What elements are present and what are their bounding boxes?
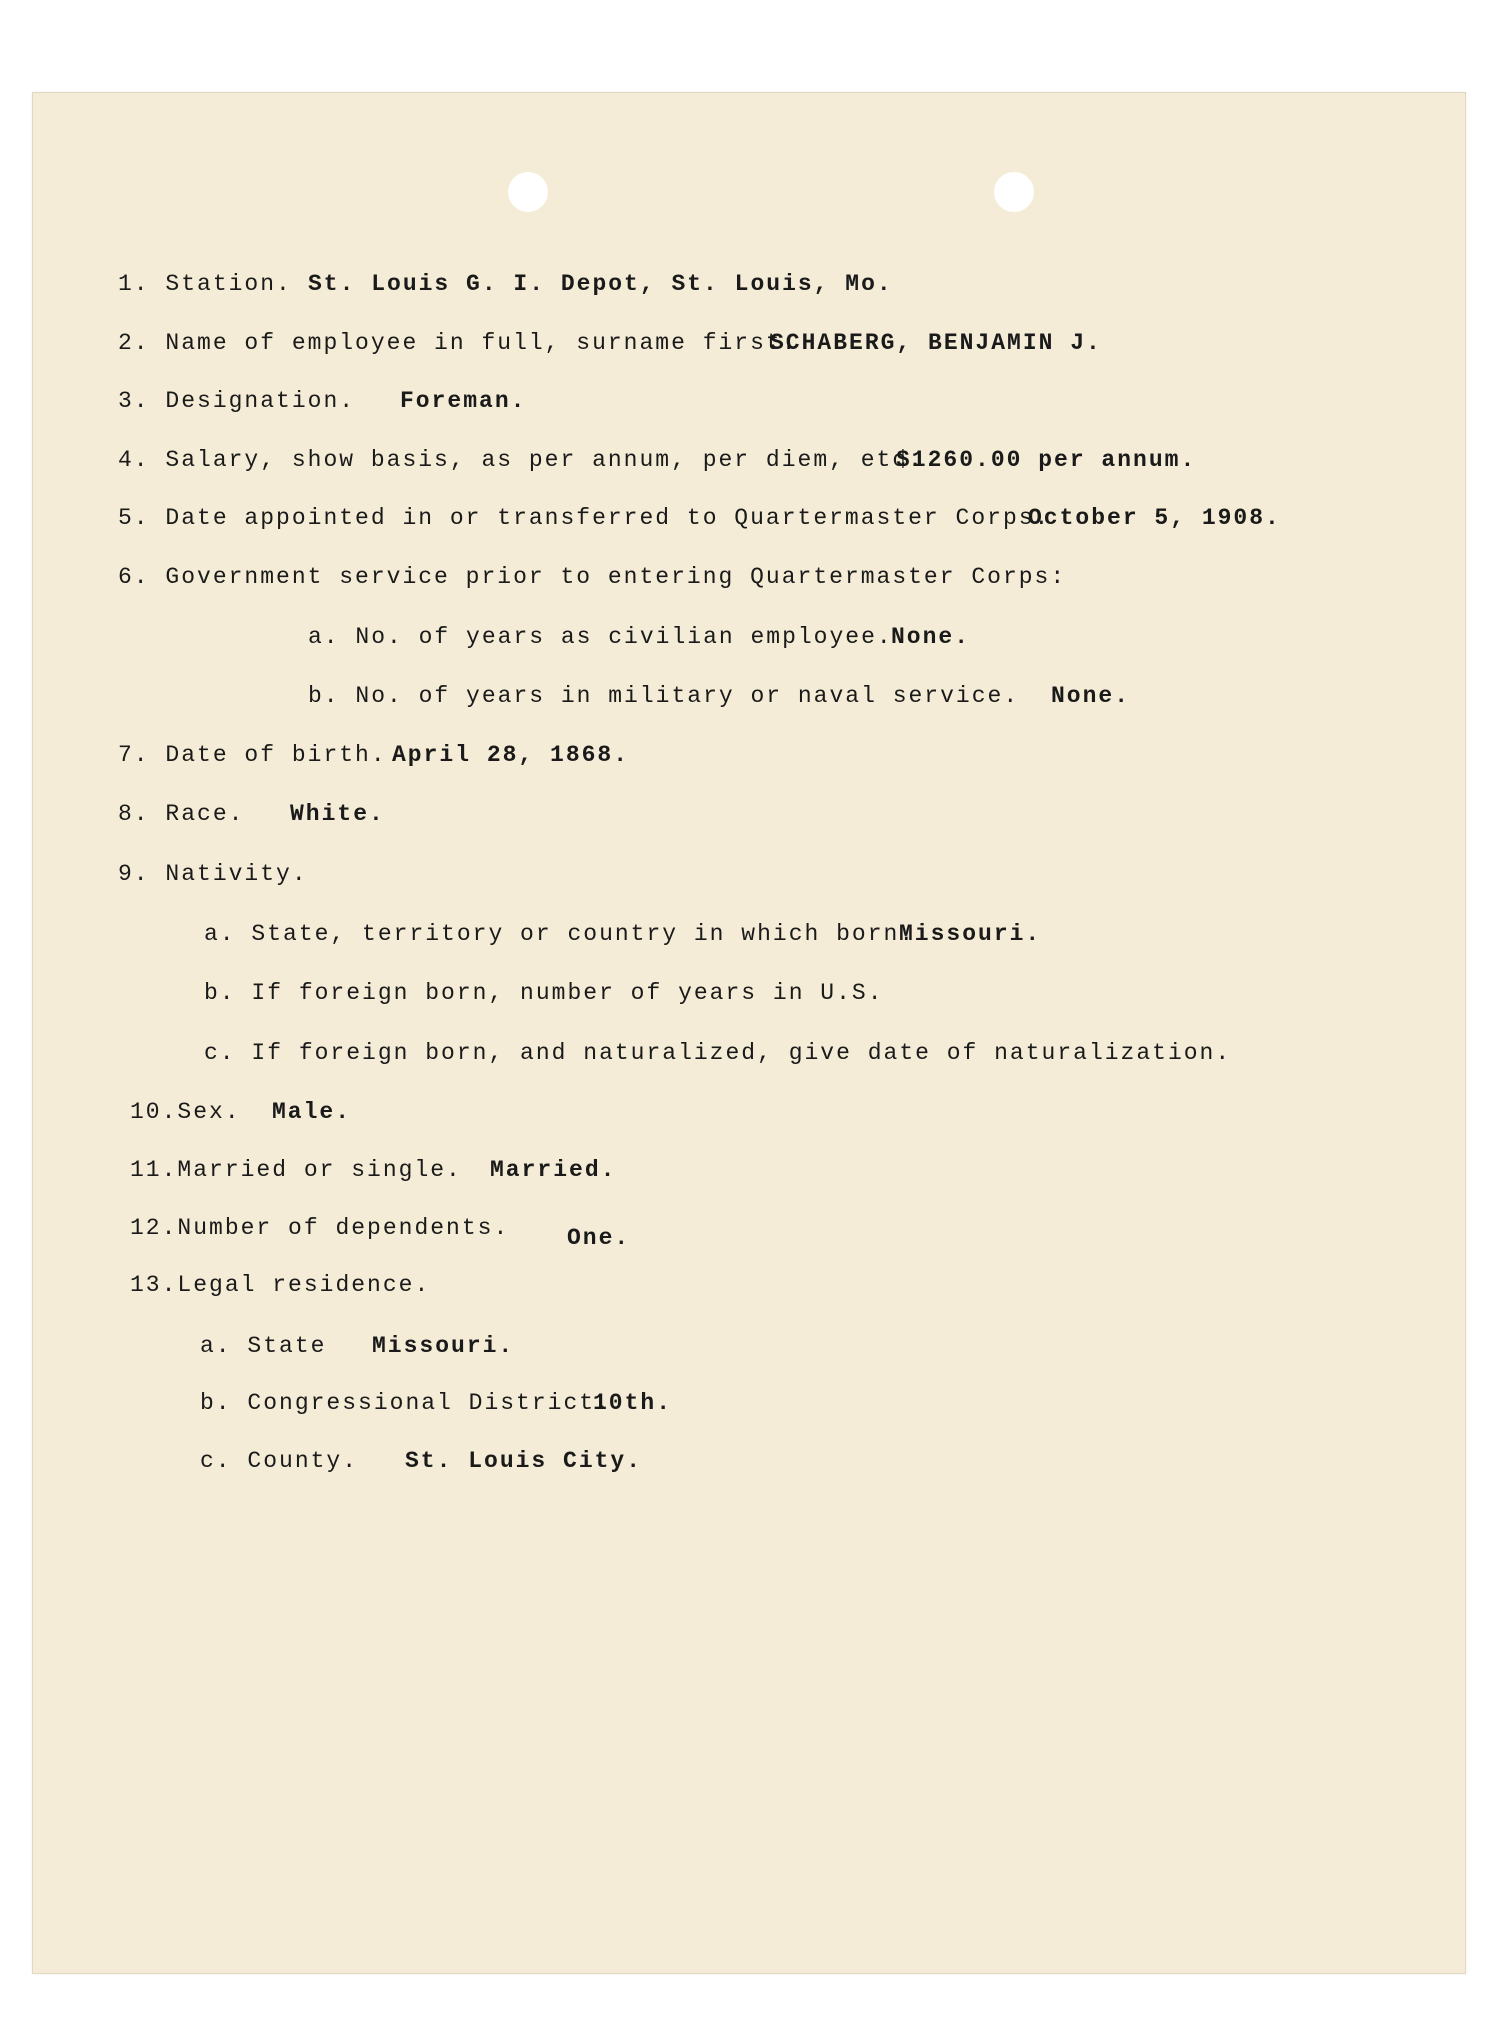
item-answer: 10th.	[593, 1390, 673, 1416]
form-item-sex	[130, 1099, 352, 1125]
form-item-name	[118, 330, 1102, 356]
form-item-birth-state	[204, 921, 1042, 947]
item-number: 5.	[118, 505, 150, 531]
item-answer: Married.	[490, 1157, 617, 1183]
form-item-designation	[118, 388, 527, 414]
item-number: c.	[204, 1040, 236, 1066]
item-label: If foreign born, and naturalized, give date of naturalization.	[251, 1040, 1232, 1066]
item-label: No. of years in military or naval service.	[355, 683, 1020, 709]
item-number: c.	[200, 1448, 232, 1474]
form-item-county	[200, 1448, 643, 1474]
item-label: Designation.	[165, 388, 356, 414]
form-item-civilian-years	[308, 624, 971, 650]
item-number: b.	[308, 683, 340, 709]
form-item-prior-service	[118, 564, 1066, 590]
form-item-nativity	[118, 861, 308, 887]
item-answer: One.	[567, 1225, 631, 1251]
item-label: Date of birth.	[165, 742, 387, 768]
item-answer: St. Louis G. I. Depot, St. Louis, Mo.	[308, 271, 893, 297]
item-label: Sex.	[177, 1099, 241, 1125]
form-item-race	[118, 801, 385, 827]
item-label: Station.	[165, 271, 292, 297]
item-number: 2.	[118, 330, 150, 356]
form-item-congressional-district	[200, 1390, 673, 1416]
punch-hole-right	[994, 172, 1034, 212]
item-number: 8.	[118, 801, 150, 827]
form-item-date-of-birth	[118, 742, 630, 768]
form-item-residence-state	[200, 1333, 515, 1359]
item-number: 13.	[130, 1272, 178, 1298]
item-number: 1.	[118, 271, 150, 297]
punch-hole-left	[508, 172, 548, 212]
item-number: 3.	[118, 388, 150, 414]
item-answer: None.	[891, 624, 971, 650]
item-answer: Foreman.	[400, 388, 527, 414]
item-answer: Missouri.	[372, 1333, 515, 1359]
item-answer: April 28, 1868.	[392, 742, 630, 768]
item-answer: Missouri.	[899, 921, 1042, 947]
item-answer: October 5, 1908.	[1028, 505, 1281, 531]
item-label: County.	[247, 1448, 359, 1474]
item-answer: St. Louis City.	[405, 1448, 643, 1474]
item-number: 12.	[130, 1215, 178, 1241]
item-label: Congressional District.	[247, 1390, 611, 1416]
form-item-naturalization	[204, 1040, 1231, 1066]
item-answer: None.	[1051, 683, 1131, 709]
form-item-military-years	[308, 683, 1131, 709]
item-number: b.	[200, 1390, 232, 1416]
item-number: 4.	[118, 447, 150, 473]
form-item-dependents	[130, 1215, 631, 1251]
item-label: State	[247, 1333, 327, 1359]
item-answer: Male.	[272, 1099, 352, 1125]
document-page	[32, 92, 1466, 1974]
form-item-years-in-us	[204, 980, 884, 1006]
item-label: No. of years as civilian employee.	[355, 624, 893, 650]
item-label: Married or single.	[177, 1157, 462, 1183]
item-number: 6.	[118, 564, 150, 590]
item-answer: $1260.00 per annum.	[896, 447, 1197, 473]
item-label: Government service prior to entering Quartermaster Corps:	[165, 564, 1067, 590]
item-label: Number of dependents.	[177, 1215, 510, 1241]
item-answer: White.	[290, 801, 385, 827]
form-item-date-appointed	[118, 505, 1281, 531]
item-number: b.	[204, 980, 236, 1006]
item-label: Legal residence.	[177, 1272, 431, 1298]
item-label: Name of employee in full, surname first.	[165, 330, 798, 356]
form-item-marital-status	[130, 1157, 617, 1183]
item-answer: SCHABERG, BENJAMIN J.	[770, 330, 1102, 356]
item-label: Date appointed in or transferred to Quartermaster Corps.	[165, 505, 1051, 531]
item-number: 11.	[130, 1157, 178, 1183]
item-number: 10.	[130, 1099, 178, 1125]
item-label: Salary, show basis, as per annum, per diem, etc.	[165, 447, 924, 473]
item-number: a.	[204, 921, 236, 947]
item-number: a.	[308, 624, 340, 650]
form-item-station	[118, 271, 893, 297]
item-label: State, territory or country in which born.	[251, 921, 916, 947]
item-label: Race.	[165, 801, 245, 827]
item-label: Nativity.	[165, 861, 308, 887]
form-item-salary	[118, 447, 1197, 473]
item-number: a.	[200, 1333, 232, 1359]
item-number: 7.	[118, 742, 150, 768]
item-number: 9.	[118, 861, 150, 887]
item-label: If foreign born, number of years in U.S.	[251, 980, 884, 1006]
form-item-legal-residence	[130, 1272, 430, 1298]
